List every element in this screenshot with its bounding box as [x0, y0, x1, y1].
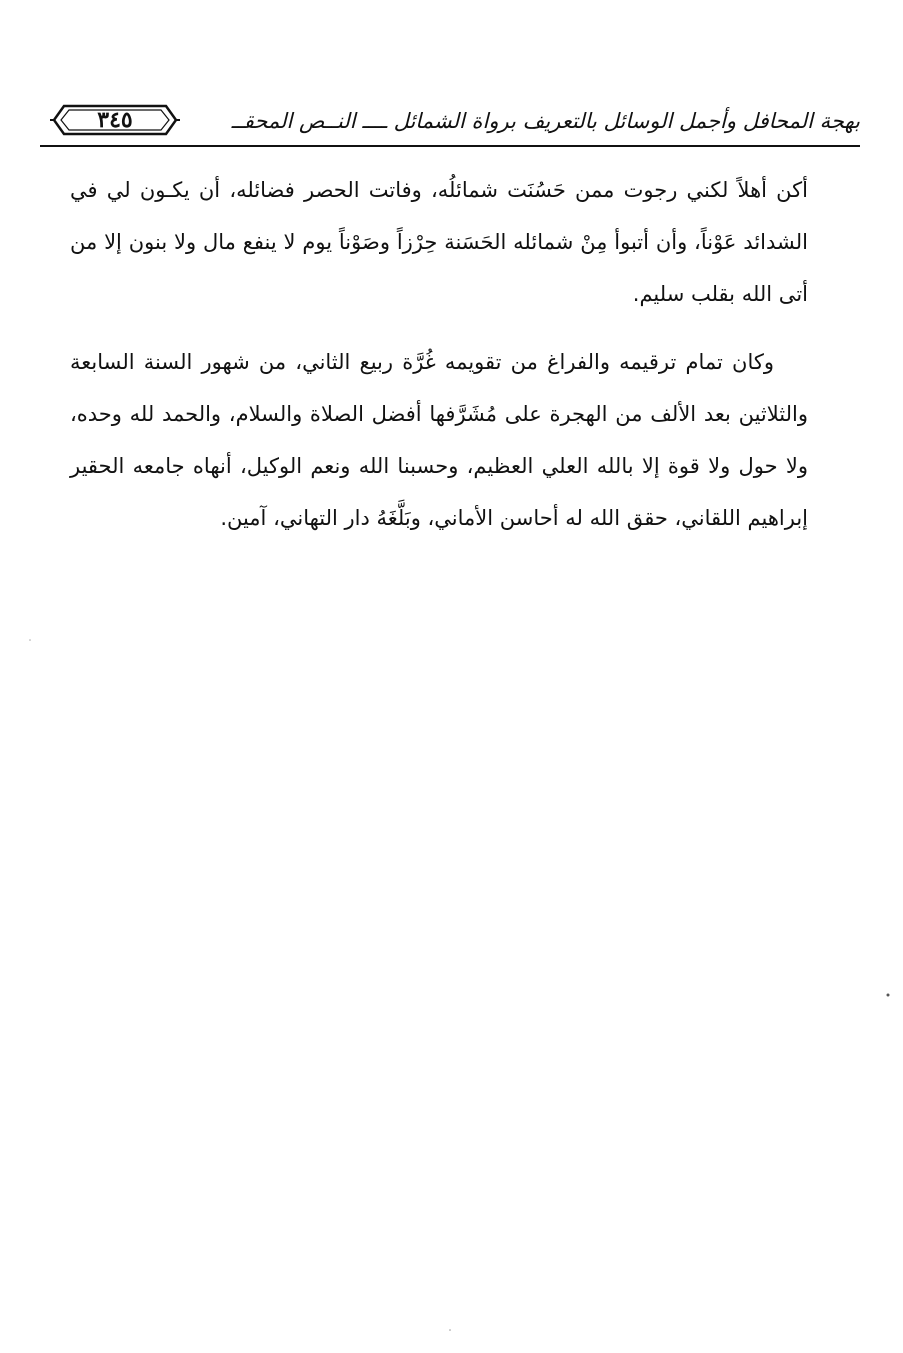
header-divider: [40, 145, 860, 147]
paragraph-2: وكان تمام ترقيمه والفراغ من تقويمه غُرَّة ربيع الثاني، من شهور السنة السابعة والثلاثين بعد الألف من الهجرة على مُشَرَّفها أفضل الصلاة والسلام، والحمد لله وحده، ولا حول ولا قوة إلا بالله العلي العظيم، وحسبنا الله ونعم الوكيل، أنهاه جامعه الحقير إبراهيم اللقاني، حقق الله له أحاسن الأماني، وبَلَّغَهُ دار التهاني، آمين.: [70, 350, 808, 530]
page-number: ٣٤٥: [97, 107, 133, 133]
body-text: [70, 164, 808, 544]
header-title: بهجة المحافل وأجمل الوسائل بالتعريف برواة الشمائل ــــ النــص المحقــ: [231, 109, 860, 133]
running-header: [40, 98, 860, 150]
page-number-badge: [50, 100, 180, 140]
paragraph-1: أكن أهلاً لكني رجوت ممن حَسُنَت شمائلُه، وفاتت الحصر فضائله، أن يكـون لي في الشدائد عَوْناً، وأن أتبوأ مِنْ شمائله الحَسَنة حِرْزاً وصَوْناً يوم لا ينفع مال ولا بنون إلا من أتى الله بقلب سليم.: [70, 178, 808, 306]
